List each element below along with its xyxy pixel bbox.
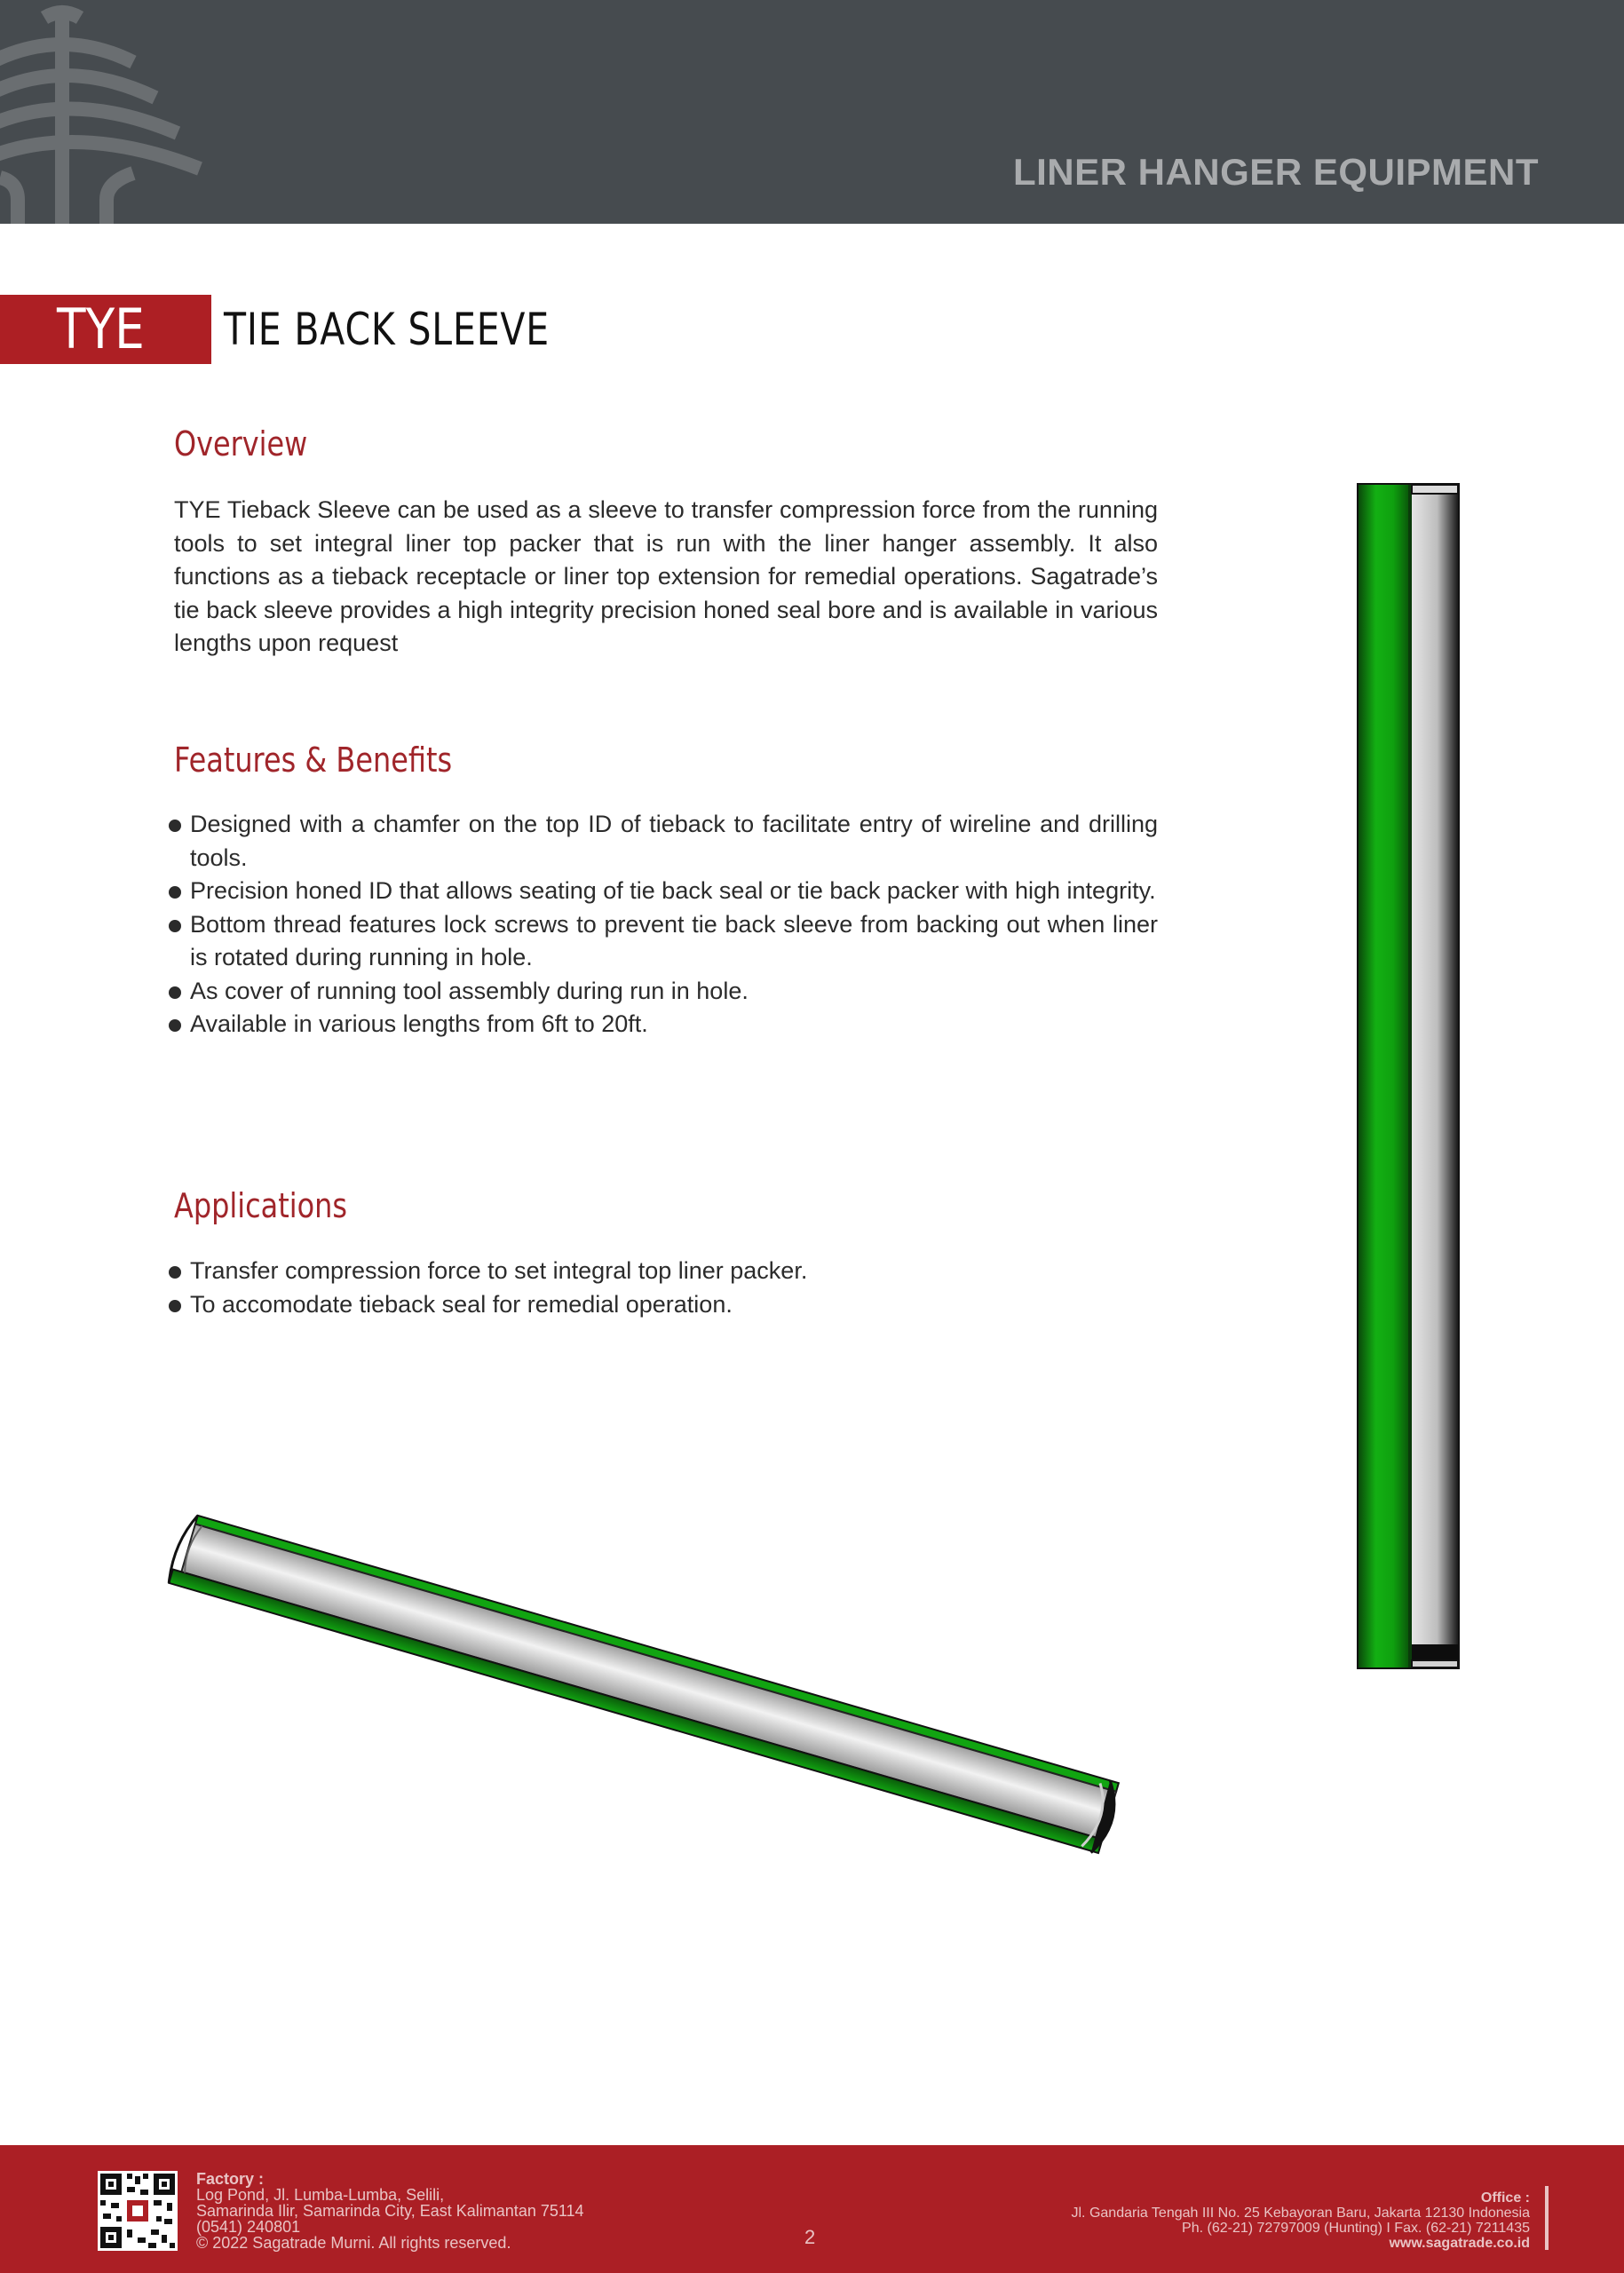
features-heading: Features & Benefits (174, 741, 453, 780)
feature-item: Available in various lengths from 6ft to 20ft. (174, 1008, 1158, 1041)
copyright: © 2022 Sagatrade Murni. All rights reserved. (196, 2234, 511, 2252)
office-label: Office : (1480, 2190, 1530, 2206)
footer-divider (1545, 2186, 1549, 2250)
product-name: TIE BACK SLEEVE (224, 304, 551, 355)
factory-phone: (0541) 240801 (196, 2218, 301, 2236)
factory-address (196, 2171, 584, 2251)
tie-back-sleeve-diagonal-image (165, 1501, 1168, 1873)
website-link[interactable]: www.sagatrade.co.id (1389, 2236, 1530, 2251)
office-address (1072, 2190, 1531, 2251)
feature-item: Designed with a chamfer on the top ID of tieback to facilitate entry of wireline and drilling tools. (174, 808, 1158, 875)
application-item: To accomodate tieback seal for remedial operation. (174, 1288, 1158, 1322)
features-list (174, 808, 1158, 1041)
document-category-title: LINER HANGER EQUIPMENT (1012, 151, 1539, 193)
applications-list (174, 1255, 1158, 1321)
applications-heading: Applications (174, 1186, 347, 1225)
product-code: TYE (57, 297, 145, 361)
office-phone: Ph. (62-21) 72797009 (Hunting) I Fax. (62-21) 7211435 (1182, 2221, 1530, 2236)
feature-item: Precision honed ID that allows seating of tie back seal or tie back packer with high integrity. (174, 875, 1158, 908)
overview-heading: Overview (174, 424, 308, 463)
office-line: Jl. Gandaria Tengah III No. 25 Kebayoran Baru, Jakarta 12130 Indonesia (1071, 2206, 1530, 2221)
feature-item: As cover of running tool assembly during run in hole. (174, 975, 1158, 1009)
page-header (0, 0, 1624, 224)
factory-line: Samarinda Ilir, Samarinda City, East Kalimantan 75114 (196, 2202, 584, 2220)
page-number: 2 (804, 2226, 816, 2248)
factory-label: Factory : (196, 2170, 265, 2188)
sagatrade-tree-logo-icon (0, 0, 231, 224)
tie-back-sleeve-vertical-image (1355, 481, 1463, 1673)
qr-code-icon (98, 2171, 178, 2251)
feature-item: Bottom thread features lock screws to prevent tie back sleeve from backing out when liner is rotated during running in hole. (174, 908, 1158, 975)
application-item: Transfer compression force to set integral top liner packer. (174, 1255, 1158, 1288)
overview-text: TYE Tieback Sleeve can be used as a sleeve to transfer compression force from the running tools to set integral liner top packer that is run with the liner hanger assembly. It also functions as a tieback receptacle or liner top extension for remedial operations. Sagatrade’s tie back sleeve provides a high integrity precision honed seal bore and is available in various lengths upon request (174, 496, 1158, 656)
factory-line: Log Pond, Jl. Lumba-Lumba, Selili, (196, 2186, 445, 2204)
